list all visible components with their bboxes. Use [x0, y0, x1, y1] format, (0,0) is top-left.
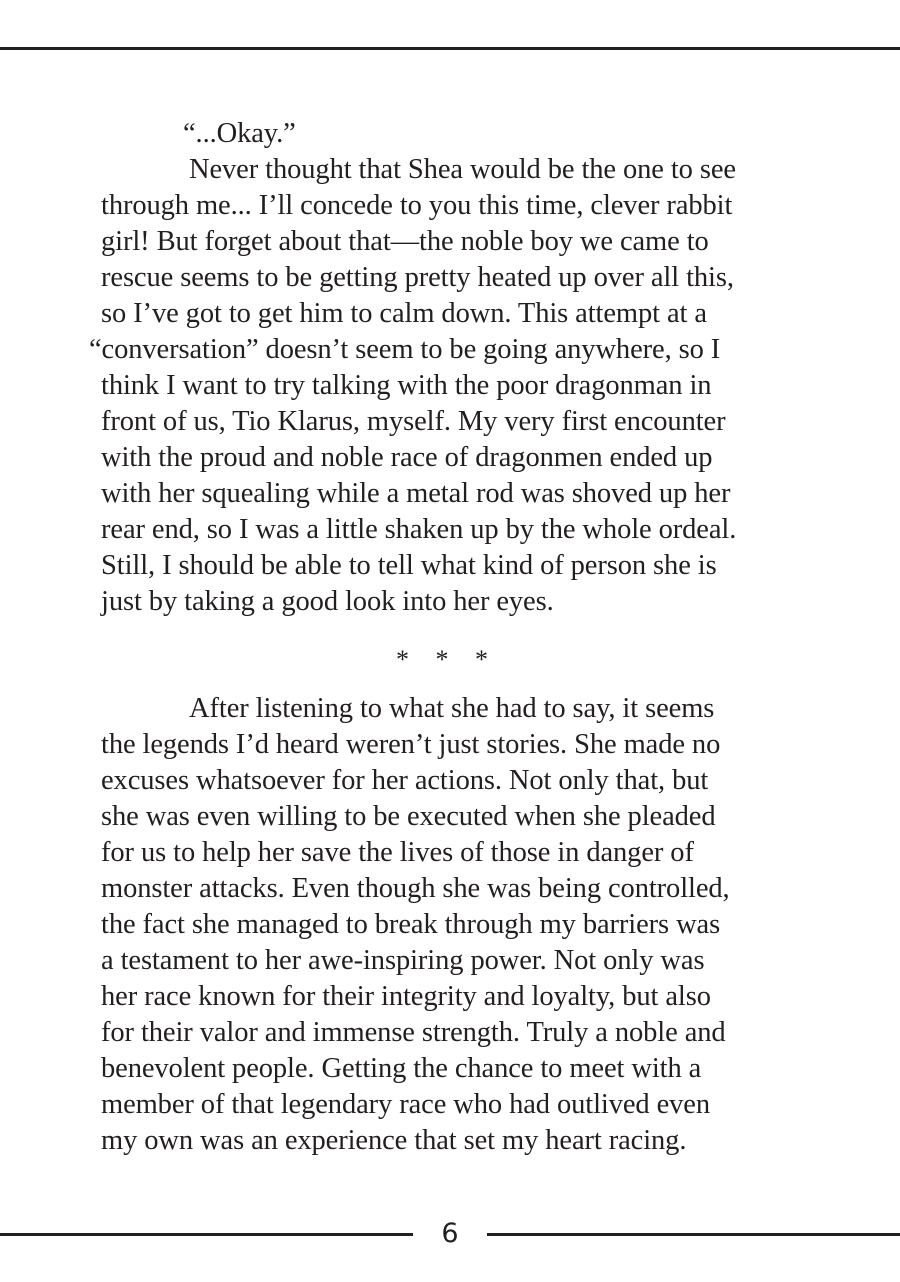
text-line: her race known for their integrity and loyalty, but also: [101, 981, 711, 1012]
text-line: the legends I’d heard weren’t just stories. She made no: [101, 729, 721, 760]
header-rule: [0, 47, 900, 50]
text-line: member of that legendary race who had outlived even: [101, 1089, 710, 1120]
text-line: for us to help her save the lives of those in danger of: [101, 837, 694, 868]
text-line: Still, I should be able to tell what kind of person she is: [101, 550, 717, 581]
text-line: so I’ve got to get him to calm down. This attempt at a: [101, 298, 707, 329]
text-line: with her squealing while a metal rod was shoved up her: [101, 478, 731, 509]
text-line: After listening to what she had to say, it seems: [189, 693, 715, 724]
text-line: “conversation” doesn’t seem to be going anywhere, so I: [89, 334, 721, 365]
text-line: Never thought that Shea would be the one to see: [189, 154, 736, 185]
text-line: a testament to her awe-inspiring power. Not only was: [101, 945, 705, 976]
text-line: front of us, Tio Klarus, myself. My very first encounter: [101, 406, 726, 437]
text-line: rescue seems to be getting pretty heated up over all this,: [101, 262, 734, 293]
text-line: she was even willing to be executed when she pleaded: [101, 801, 716, 832]
footer-rule-right: [487, 1233, 900, 1236]
text-line: benevolent people. Getting the chance to meet with a: [101, 1053, 702, 1084]
page-number: 6: [441, 1218, 459, 1249]
text-line: the fact she managed to break through my barriers was: [101, 909, 721, 940]
text-line: “...Okay.”: [183, 118, 296, 149]
text-line: think I want to try talking with the poor dragonman in: [101, 370, 712, 401]
text-line: my own was an experience that set my heart racing.: [101, 1125, 687, 1156]
scene-break: * * *: [396, 645, 498, 674]
footer-rule-left: [0, 1233, 413, 1236]
text-line: with the proud and noble race of dragonmen ended up: [101, 442, 713, 473]
text-line: through me... I’ll concede to you this time, clever rabbit: [101, 190, 733, 221]
text-line: girl! But forget about that—the noble boy we came to: [101, 226, 709, 257]
text-line: for their valor and immense strength. Truly a noble and: [101, 1017, 726, 1048]
text-line: monster attacks. Even though she was being controlled,: [101, 873, 730, 904]
text-line: rear end, so I was a little shaken up by the whole ordeal.: [101, 514, 737, 545]
text-line: just by taking a good look into her eyes.: [101, 586, 554, 617]
text-line: excuses whatsoever for her actions. Not only that, but: [101, 765, 709, 796]
